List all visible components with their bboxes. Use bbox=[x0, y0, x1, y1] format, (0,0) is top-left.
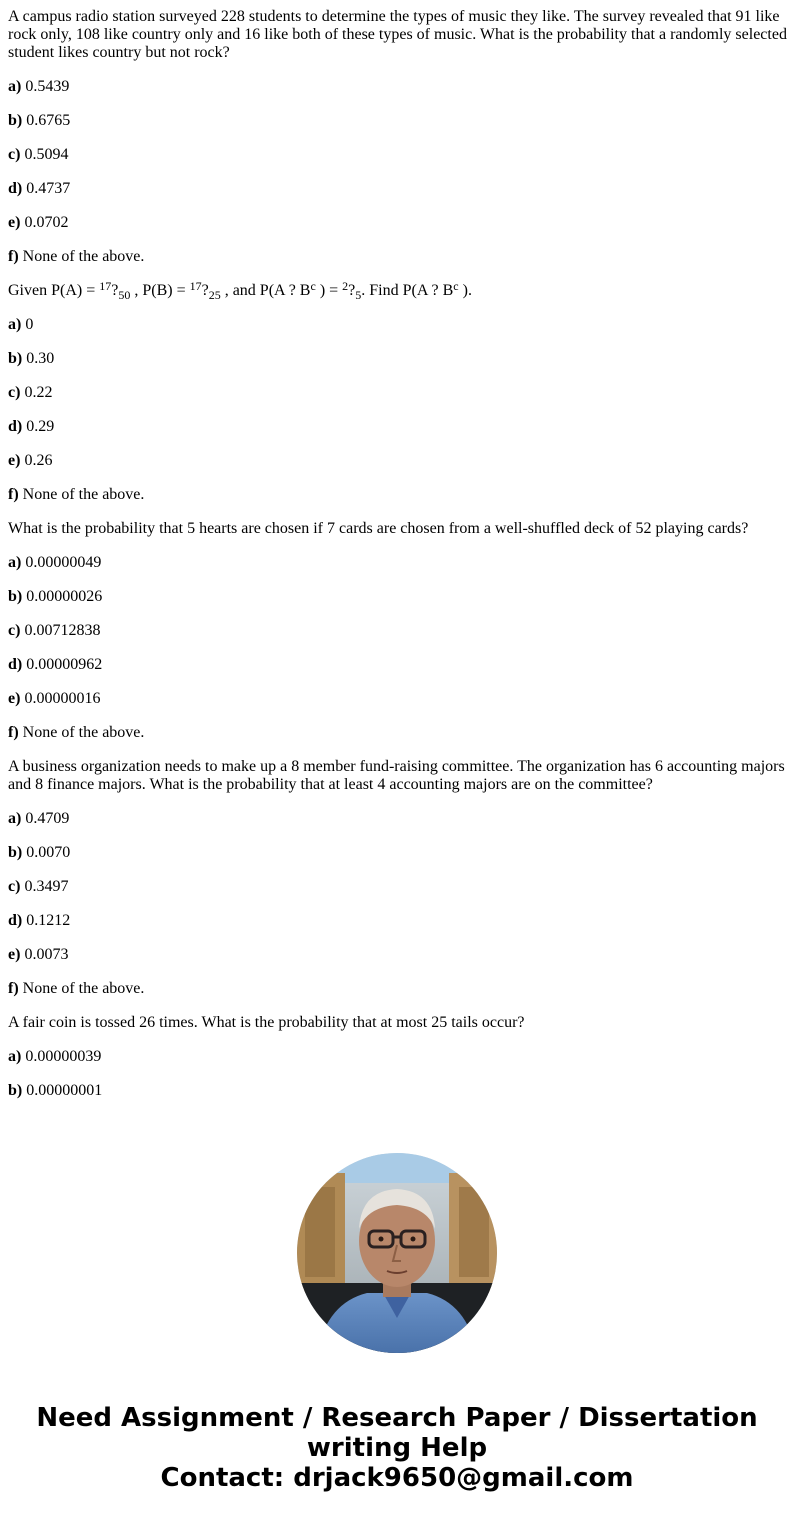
question-1-option-a bbox=[8, 78, 788, 96]
option-letter: f) bbox=[8, 486, 19, 503]
option-letter: a) bbox=[8, 1048, 22, 1065]
question-2-option-c bbox=[8, 384, 788, 402]
question-5-option-b bbox=[8, 1082, 788, 1100]
q2-part: , P(B) = bbox=[130, 282, 190, 299]
question-3-option-e bbox=[8, 690, 788, 708]
question-2-option-d bbox=[8, 418, 788, 436]
option-value: 0.00000049 bbox=[25, 554, 102, 571]
question-1-option-c bbox=[8, 146, 788, 164]
option-value: 0.00000026 bbox=[26, 588, 103, 605]
option-letter: b) bbox=[8, 112, 23, 129]
question-2-text bbox=[8, 279, 788, 302]
option-letter: b) bbox=[8, 1082, 23, 1099]
option-letter: d) bbox=[8, 912, 23, 929]
question-2-option-e bbox=[8, 452, 788, 470]
question-3-option-b bbox=[8, 588, 788, 606]
question-4-option-e bbox=[8, 946, 788, 964]
option-value: None of the above. bbox=[22, 248, 145, 265]
question-1-option-b bbox=[8, 112, 788, 130]
option-value: 0.0073 bbox=[24, 946, 69, 963]
option-letter: a) bbox=[8, 78, 22, 95]
option-value: 0.00000016 bbox=[24, 690, 101, 707]
option-value: 0.1212 bbox=[26, 912, 71, 929]
option-value: 0.00000962 bbox=[26, 656, 103, 673]
question-2-option-f bbox=[8, 486, 788, 504]
person-portrait-icon bbox=[297, 1153, 497, 1353]
option-value: 0.00000001 bbox=[26, 1082, 103, 1099]
option-value: 0.5094 bbox=[24, 146, 69, 163]
option-letter: a) bbox=[8, 554, 22, 571]
contact-banner-line: writing Help bbox=[306, 1433, 488, 1463]
question-4-option-b bbox=[8, 844, 788, 862]
question-4-option-c bbox=[8, 878, 788, 896]
option-letter: a) bbox=[8, 810, 22, 827]
question-3-text: What is the probability that 5 hearts are chosen if 7 cards are chosen from a well-shuffled deck of 52 playing cards? bbox=[8, 520, 749, 537]
question-3-option-c bbox=[8, 622, 788, 640]
option-letter: e) bbox=[8, 452, 21, 469]
q2-sup: 17 bbox=[99, 279, 112, 293]
option-value: 0.6765 bbox=[26, 112, 71, 129]
q2-sup: 17 bbox=[189, 279, 202, 293]
option-value: 0.0070 bbox=[26, 844, 71, 861]
contact-banner bbox=[0, 1403, 794, 1493]
option-value: 0.0702 bbox=[24, 214, 69, 231]
q2-sub: 25 bbox=[208, 288, 221, 302]
question-4-text: A business organization needs to make up a 8 member fund-raising committee. The organization has 6 accounting majors and 8 finance majors. What is the probability that at least 4 accounting majors are on the committee? bbox=[8, 758, 785, 793]
option-letter: e) bbox=[8, 690, 21, 707]
question-3-option-a bbox=[8, 554, 788, 572]
option-letter: f) bbox=[8, 248, 19, 265]
author-photo bbox=[297, 1153, 497, 1353]
q2-part: ? bbox=[111, 282, 119, 299]
option-letter: b) bbox=[8, 844, 23, 861]
option-value: 0.5439 bbox=[25, 78, 70, 95]
option-letter: f) bbox=[8, 724, 19, 741]
option-value: 0.00000039 bbox=[25, 1048, 102, 1065]
q2-sup: c bbox=[453, 279, 459, 293]
option-letter: d) bbox=[8, 180, 23, 197]
document-body bbox=[8, 8, 788, 1116]
option-letter: d) bbox=[8, 656, 23, 673]
question-1-text: A campus radio station surveyed 228 students to determine the types of music they like. The survey revealed that 91 like rock only, 108 like country only and 16 like both of these types of music. What is the probability that a randomly selected student likes country but not rock? bbox=[8, 8, 787, 61]
option-value: 0.3497 bbox=[24, 878, 69, 895]
q2-sup: 2 bbox=[342, 279, 349, 293]
question-1-option-d bbox=[8, 180, 788, 198]
q2-part: . Find P(A ? B bbox=[361, 282, 454, 299]
option-value: 0 bbox=[25, 316, 34, 333]
option-value: None of the above. bbox=[22, 724, 145, 741]
option-letter: f) bbox=[8, 980, 19, 997]
q2-part: Given P(A) = bbox=[8, 282, 100, 299]
q2-part: ? bbox=[348, 282, 356, 299]
option-value: 0.4709 bbox=[25, 810, 70, 827]
q2-sub: 5 bbox=[355, 288, 362, 302]
question-1-option-f bbox=[8, 248, 788, 266]
option-letter: b) bbox=[8, 588, 23, 605]
option-value: 0.4737 bbox=[26, 180, 71, 197]
q2-sup: c bbox=[310, 279, 316, 293]
contact-email: Contact: drjack9650@gmail.com bbox=[160, 1463, 634, 1493]
question-4-option-d bbox=[8, 912, 788, 930]
question-5-text: A fair coin is tossed 26 times. What is the probability that at most 25 tails occur? bbox=[8, 1014, 525, 1031]
q2-part: , and P(A ? B bbox=[220, 282, 311, 299]
option-letter: d) bbox=[8, 418, 23, 435]
option-letter: c) bbox=[8, 622, 21, 639]
q2-part: ? bbox=[201, 282, 209, 299]
option-letter: c) bbox=[8, 146, 21, 163]
option-value: 0.22 bbox=[24, 384, 53, 401]
option-value: 0.00712838 bbox=[24, 622, 101, 639]
option-letter: c) bbox=[8, 384, 21, 401]
question-2-option-a bbox=[8, 316, 788, 334]
option-letter: c) bbox=[8, 878, 21, 895]
q2-part: ). bbox=[458, 282, 472, 299]
contact-banner-line: Need Assignment / Research Paper / Dissertation bbox=[36, 1403, 758, 1433]
q2-sub: 50 bbox=[118, 288, 131, 302]
q2-part: ) = bbox=[315, 282, 343, 299]
option-value: 0.30 bbox=[26, 350, 55, 367]
option-value: None of the above. bbox=[22, 980, 145, 997]
option-letter: b) bbox=[8, 350, 23, 367]
option-value: 0.29 bbox=[26, 418, 55, 435]
option-letter: e) bbox=[8, 946, 21, 963]
question-4-option-a bbox=[8, 810, 788, 828]
question-2-option-b bbox=[8, 350, 788, 368]
option-value: None of the above. bbox=[22, 486, 145, 503]
question-5-option-a bbox=[8, 1048, 788, 1066]
option-letter: e) bbox=[8, 214, 21, 231]
question-1-option-e bbox=[8, 214, 788, 232]
question-3-option-d bbox=[8, 656, 788, 674]
option-letter: a) bbox=[8, 316, 22, 333]
question-4-option-f bbox=[8, 980, 788, 998]
option-value: 0.26 bbox=[24, 452, 53, 469]
question-3-option-f bbox=[8, 724, 788, 742]
